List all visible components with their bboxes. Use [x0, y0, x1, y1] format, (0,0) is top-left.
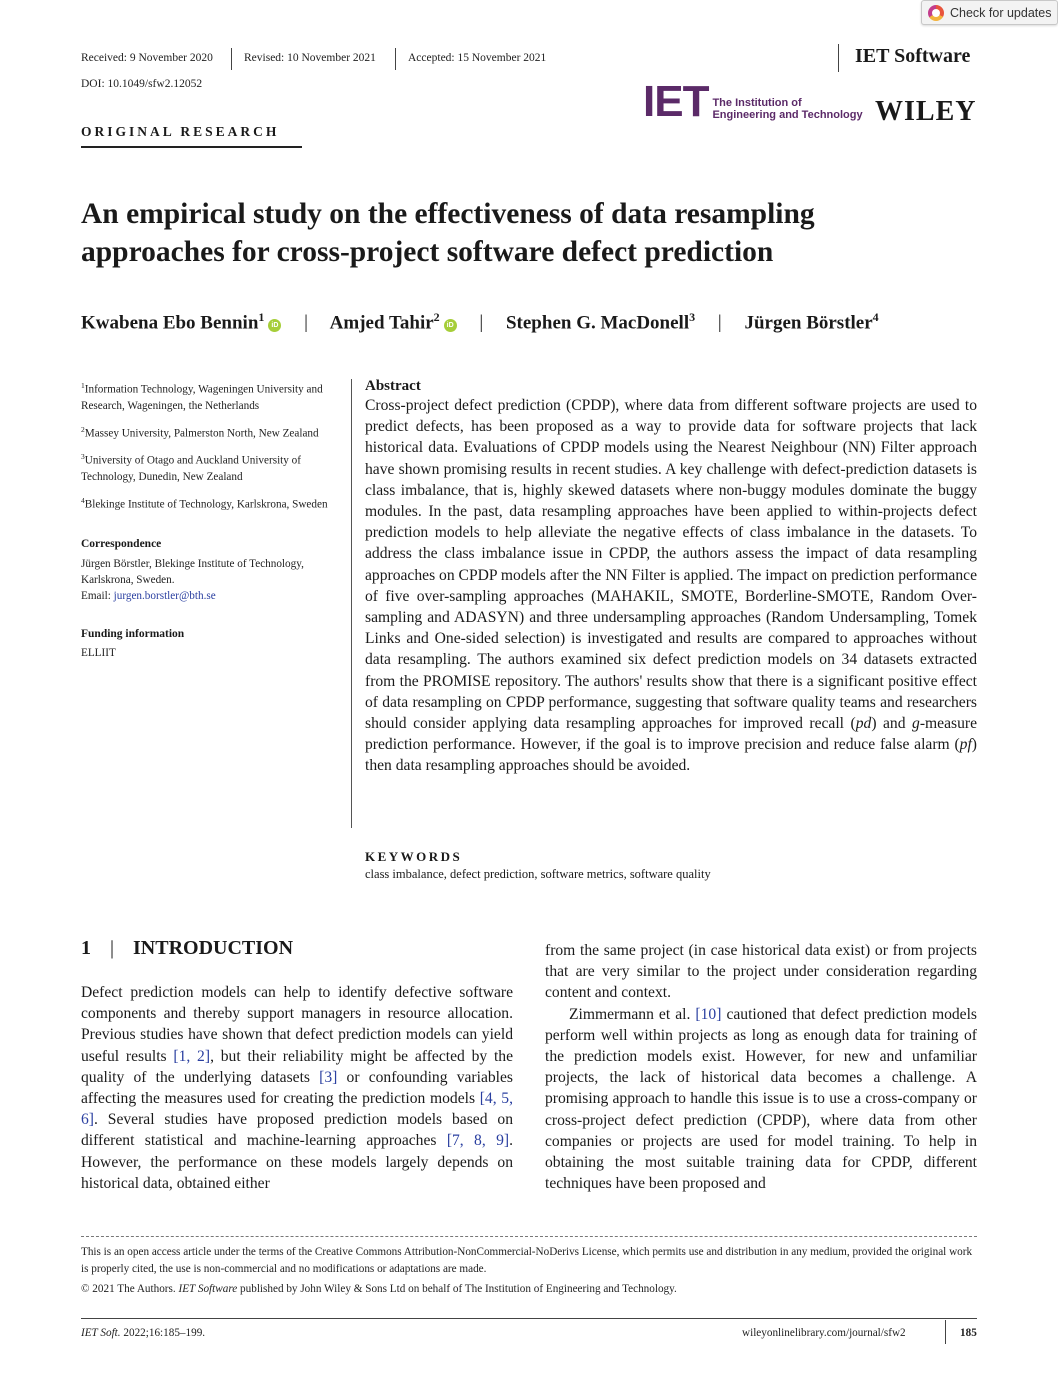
page-divider — [945, 1320, 946, 1344]
article-type: ORIGINAL RESEARCH — [81, 124, 280, 139]
revised-date: Revised: 10 November 2021 — [244, 52, 376, 64]
author-name: Jürgen Börstler — [744, 312, 873, 334]
check-for-updates-label: Check for updates — [950, 5, 1052, 20]
correspondence-heading: Correspondence — [81, 537, 162, 550]
footer-solid-rule — [81, 1318, 977, 1319]
email-label: Email: — [81, 589, 111, 602]
abstract-rule — [351, 379, 352, 828]
license-text: This is an open access article under the terms of the Creative Commons Attribution-NonCommercial-NoDerivs License, which permits use and distribution in any medium, provided the original work is properly cited, the use is non-commercial and no modifications or adaptations are made. — [81, 1246, 973, 1275]
paragraph: from the same project (in case historical data exist) or from projects that are very similar to the project under consideration regarding content and context. — [545, 942, 977, 1002]
citation-link[interactable]: [1, 2] — [173, 1047, 211, 1065]
correspondence-text: Jürgen Börstler, Blekinge Institute of Technology, Karlskrona, Sweden. — [81, 557, 304, 586]
author-separator: | — [479, 312, 484, 334]
journal-url[interactable]: wileyonlinelibrary.com/journal/sfw2 — [742, 1327, 906, 1339]
citation-link[interactable]: [10] — [695, 1005, 722, 1023]
citation-link[interactable]: [7, 8, 9] — [446, 1132, 510, 1150]
paragraph: Zimmermann et al. [10] cautioned that defect prediction models perform well within projects as long as enough data for training of the prediction models exist. However, for new and unfamiliar projects, the lack of historical data becomes a challenge. A promising approach to handle this issue is to use a cross-company or cross-project defect prediction (CPDP), where data from other companies or projects are used for model training. To help in obtaining the most suitable training data for CPDP, different techniques have been proposed and — [545, 1005, 977, 1193]
affiliation: $^4$Blekinge Institute of Technology, Karlskrona, Sweden — [81, 496, 328, 511]
paper-title: An empirical study on the effectiveness of data resampling approaches for cross-project software defect prediction — [81, 198, 815, 268]
citation-link[interactable]: [3] — [319, 1068, 338, 1086]
orcid-icon[interactable]: iD — [268, 319, 281, 332]
citation-line: IET Soft. 2022;16:185–199. — [81, 1327, 206, 1339]
author-separator: | — [717, 312, 722, 334]
affiliations — [81, 378, 341, 661]
footer-rule — [81, 1236, 977, 1237]
author-sup: 1 — [258, 310, 265, 324]
crossmark-icon — [928, 5, 944, 21]
keywords-heading: KEYWORDS — [365, 849, 463, 864]
doi: DOI: 10.1049/sfw2.12052 — [81, 78, 203, 90]
author-sup: 2 — [433, 310, 440, 324]
affiliation: $^3$University of Otago and Auckland University of Technology, Dunedin, New Zealand — [81, 452, 301, 484]
meta-divider — [231, 48, 232, 70]
iet-logo-line2: Engineering and Technology — [712, 109, 863, 121]
check-for-updates-button[interactable] — [921, 0, 1058, 25]
author-sup: 3 — [689, 310, 696, 324]
abstract-block — [365, 378, 977, 777]
section-heading — [81, 937, 293, 960]
affiliation: $^1$Information Technology, Wageningen University and Research, Wageningen, the Netherlands — [81, 381, 323, 412]
correspondence-email-line — [81, 588, 341, 604]
article-type-underline — [81, 146, 302, 148]
authors-line — [81, 310, 879, 334]
author-separator: | — [304, 312, 308, 334]
keywords-text: class imbalance, defect prediction, software metrics, software quality — [365, 867, 711, 881]
journal-divider — [838, 44, 839, 72]
iet-logo — [643, 77, 863, 126]
author-name: Kwabena Ebo Bennin — [81, 312, 259, 334]
citation-link[interactable]: [4, 5, 6] — [81, 1090, 513, 1129]
section-title: INTRODUCTION — [133, 937, 294, 959]
funding-text: ELLIIT — [81, 646, 116, 659]
meta-divider — [395, 48, 396, 70]
author-sup: 4 — [872, 310, 879, 324]
journal-name: IET Software — [855, 45, 971, 67]
page-number: 185 — [960, 1327, 977, 1339]
abstract-heading: Abstract — [365, 378, 421, 394]
section-number: 1 — [81, 937, 91, 959]
intro-right-column — [545, 940, 977, 1194]
author-name: Stephen G. MacDonell — [505, 312, 690, 334]
section-separator: | — [110, 937, 115, 959]
email-link[interactable]: jurgen.borstler@bth.se — [113, 589, 216, 602]
iet-logo-mark: IET — [643, 77, 709, 126]
intro-left-column: Defect prediction models can help to identify defective software components and thereby support managers in resource allocation. Previous studies have shown that defect prediction models can yield useful results [1, 2], but their reliability might be affected by the quality of the underlying datasets [3] or confounding variables affecting the measures used for creating the prediction models [4, 5, 6]. Several studies have proposed prediction models based on different statistical and machine-learning approaches [7, 8, 9]. However, the performance on these models largely depends on historical data, obtained either — [81, 984, 513, 1192]
author-name: Amjed Tahir — [329, 312, 434, 334]
copyright-text: © 2021 The Authors. IET Software published by John Wiley & Sons Ltd on behalf of The Institution of Engineering and Technology. — [81, 1283, 677, 1295]
received-date: Received: 9 November 2020 — [81, 52, 213, 64]
affiliation: $^2$Massey University, Palmerston North, New Zealand — [81, 424, 319, 440]
funding-heading: Funding information — [81, 627, 185, 640]
abstract-text: Cross-project defect prediction (CPDP), where data from different software projects are used to predict defects, has been proposed as a way to provide data for software projects that lack historical data. Evaluations of CPDP models using the Nearest Neighbour (NN) Filter approach have shown promising results in recent studies. A key challenge with defect-prediction datasets is class imbalance, that is, highly skewed datasets where non-buggy modules dominate the buggy modules. In the past, data resampling approaches have been applied to within-projects defect prediction models to help alleviate the negative effects of class imbalance in the datasets. To address the class imbalance issue in CPDP, the authors assess the impact of data resampling approaches on CPDP models after the NN Filter is applied. The impact on prediction performance of five over-sampling approaches (MAHAKIL, SMOTE, Borderline-SMOTE, Random Over-sampling and ADASYN) and three undersampling approaches (Random Undersampling, Tomek Links and One-sided selection) is investigated and results are compared to approaches without data resampling. The authors examined six defect prediction models on 34 datasets extracted from the PROMISE repository. The authors' results show that there is a significant positive effect of data resampling on CPDP performance, suggesting that software quality teams and researchers should consider applying data resampling approaches for improved recall (pd) and g-measure prediction performance. However, if the goal is to improve precision and reduce false alarm (pf) then data resampling approaches should be avoided. — [365, 397, 977, 775]
orcid-icon[interactable]: iD — [444, 319, 457, 332]
iet-logo-line1: The Institution of — [712, 97, 802, 109]
accepted-date: Accepted: 15 November 2021 — [408, 52, 547, 64]
wiley-logo: WILEY — [875, 96, 977, 127]
